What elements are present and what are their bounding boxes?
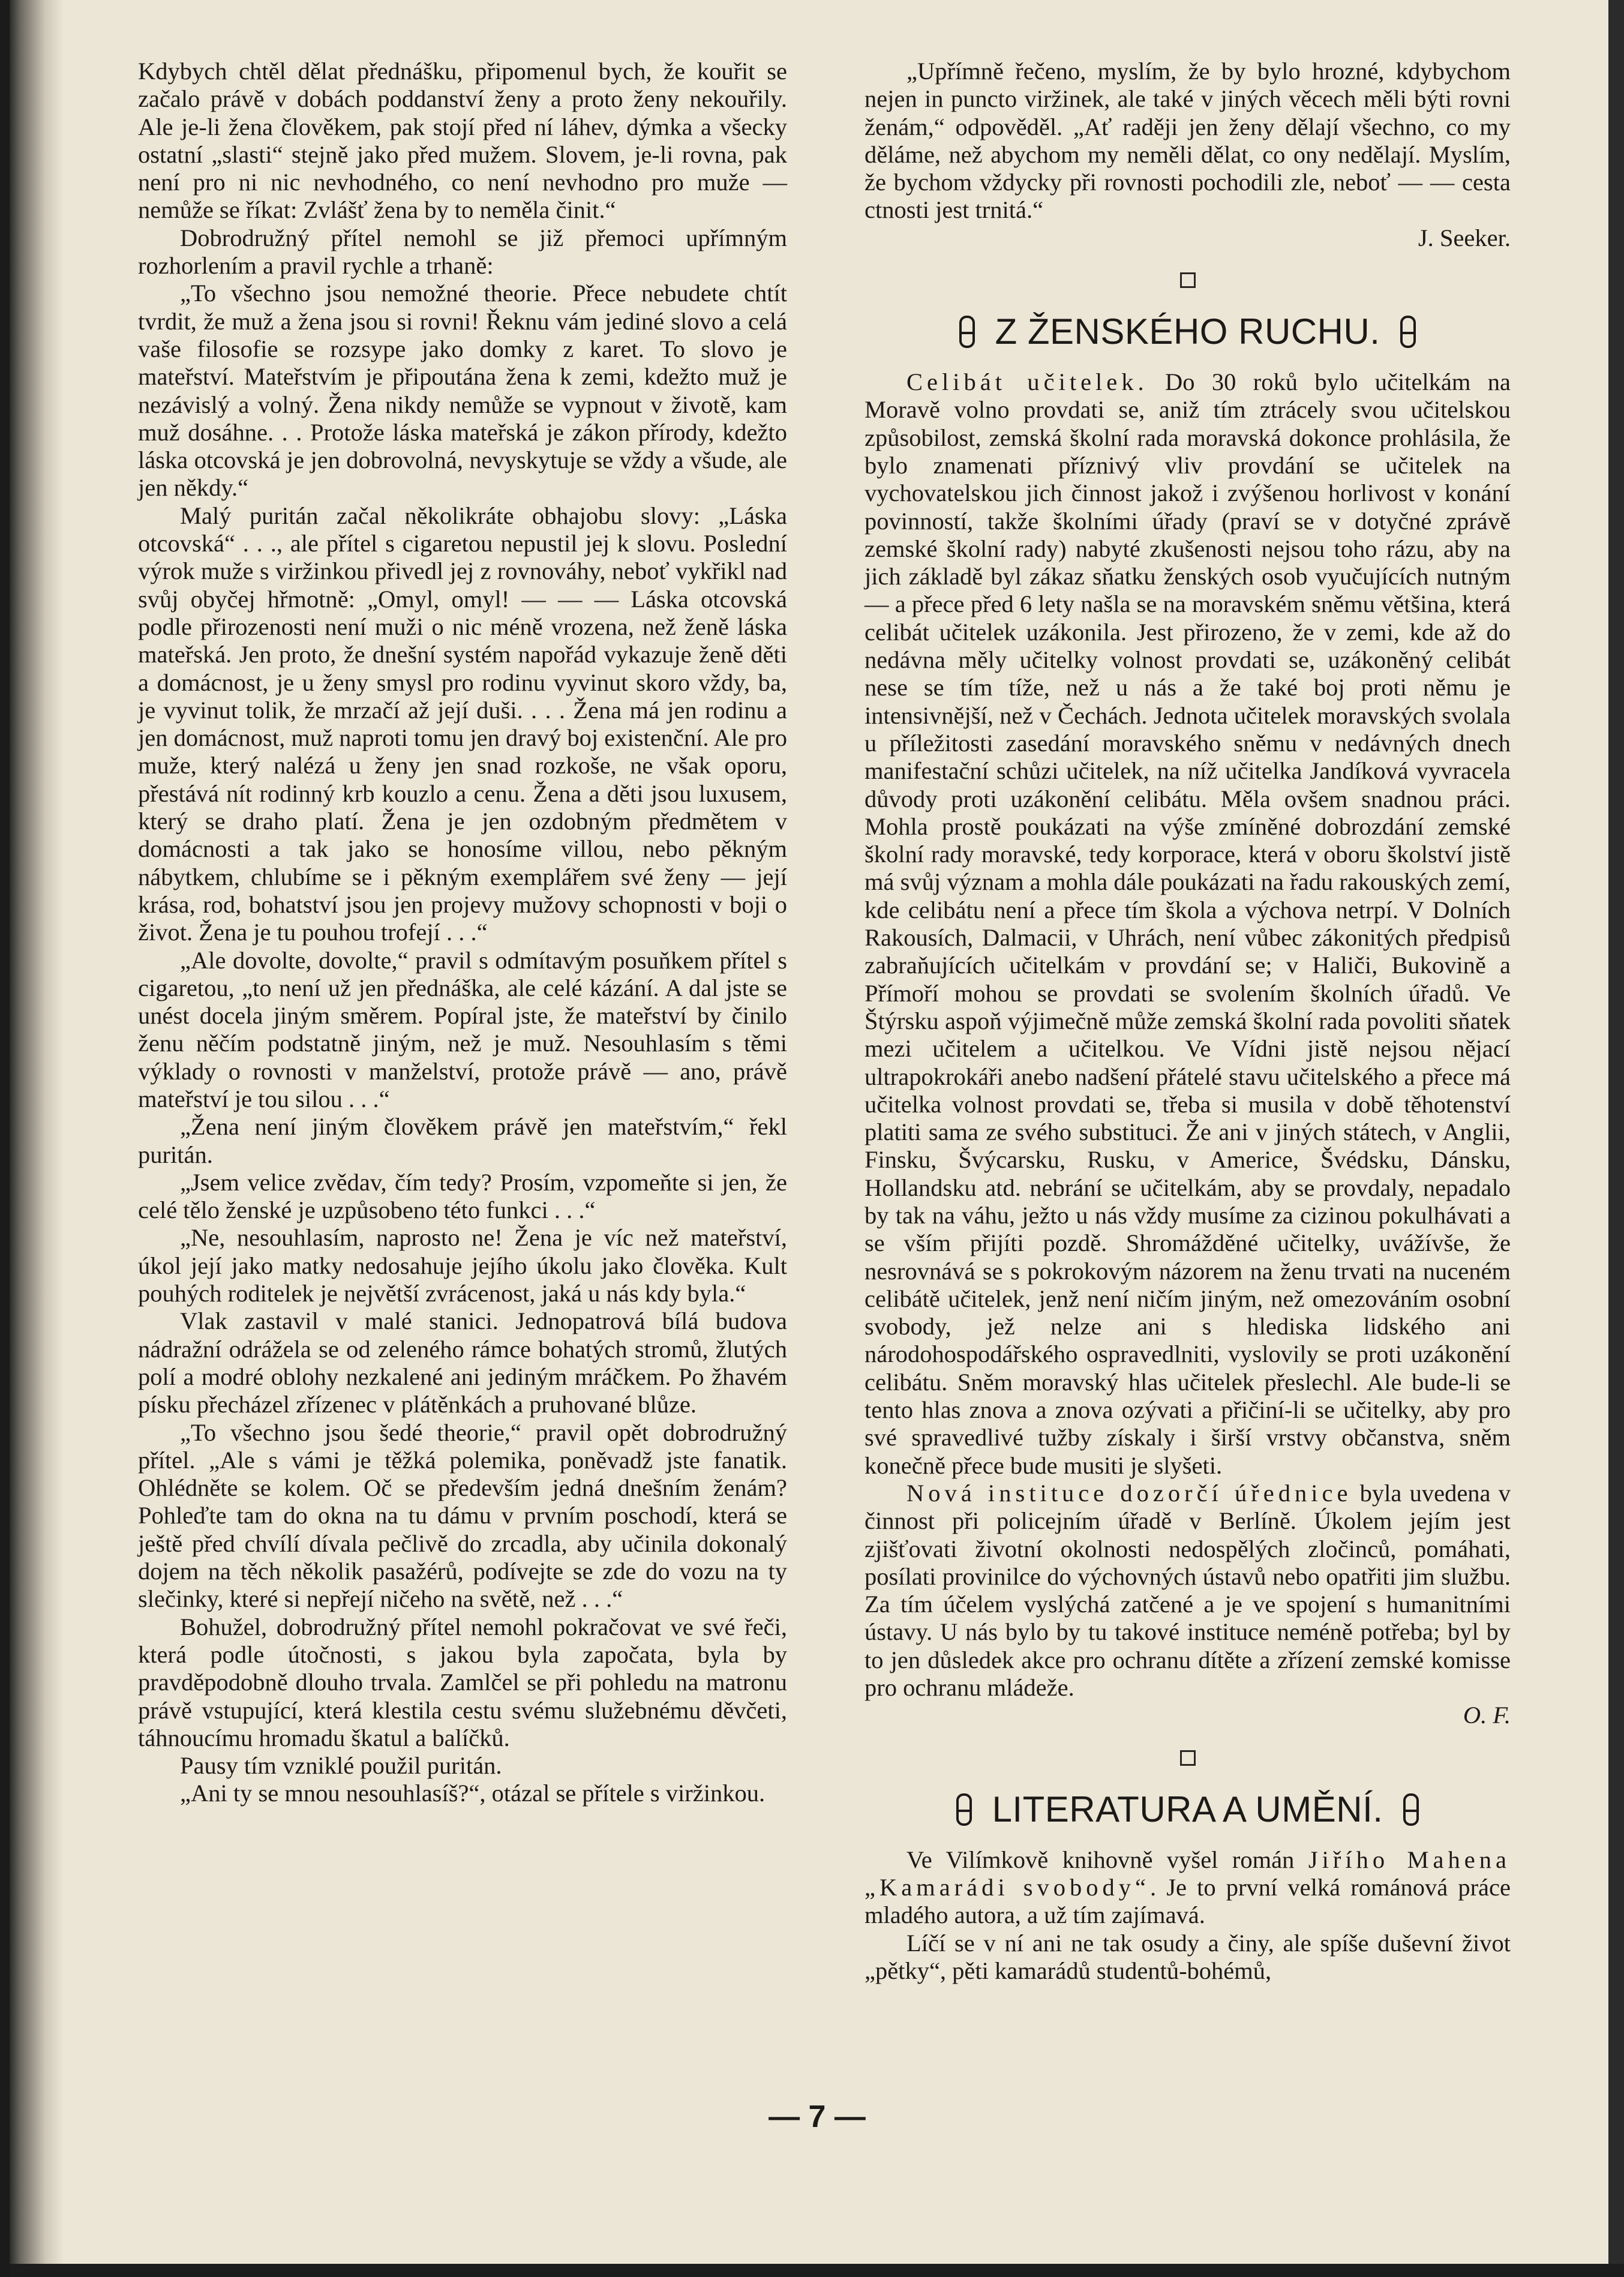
paragraph-text: Ve Vilímkově knihovně vyšel román (906, 1846, 1308, 1873)
author-signature: O. F. (1463, 1702, 1511, 1729)
paragraph-text: byla uvedena v činnost při policejním úřadě v Berlíně. Úkolem jejím jest zjišťovati životní okolnosti nedospělých zločinců, pomáhati, posílati provinilce do výchovných ústavů nebo opatřiti jim službu. Za tím účelem vyslýchá zatčené a je ve spojení s humanitními ústavy. U nás bylo by tu takové instituce neméně potřeba; byl by to jen důsledek akce pro ochranu dítěte a zřízení zemské komisse pro ochranu mládeže. (864, 1479, 1511, 1702)
paragraph: „To všechno jsou šedé theorie,“ pravil opět dobrodružný přítel. „Ale s vámi je těžká polemika, poněvadž jste fanatik. Ohlédněte se kolem. Oč se především jedná dnešním ženám? Pohleďte tam do okna na tu dámu v prvním poschodí, která se ještě před chvílí dívala pečlivě do zrcadla, aby učinila dokonalý dojem na těch několik pasažérů, podívejte se zde do vozu na ty slečinky, které si nepřejí ničeho na světě, než . . .“ (138, 1418, 787, 1613)
right-column (864, 58, 1511, 1985)
paragraph: „Ne, nesouhlasím, naprosto ne! Žena je víc než mateřství, úkol její jako matky nedosahuje jejího úkolu jako člověka. Kult pouhých roditelek je největší zvrácenost, jaká u nás kdy byla.“ (138, 1224, 787, 1307)
paragraph (864, 58, 1511, 252)
paragraph: Dobrodružný přítel nemohl se již přemoci upřímným rozhorlením a pravil rychle a trhaně: (138, 224, 787, 280)
section-separator-square (1180, 272, 1196, 288)
page-number: — 7 — (769, 2099, 866, 2134)
section-heading-literature (864, 1790, 1511, 1829)
spaced-lead: Jiřího Mahena „Kamarádi svobody“ (864, 1846, 1511, 1901)
magazine-page (10, 0, 1624, 2277)
left-column (138, 58, 787, 1808)
paragraph (864, 1846, 1511, 1930)
paragraph: Pausy tím vzniklé použil puritán. (180, 1752, 502, 1780)
ornament-icon (1400, 316, 1416, 348)
paragraph: Vlak zastavil v malé stanici. Jednopatrová bílá budova nádražní odrážela se od zeleného rámce bohatých stromů, žlutých polí a modré oblohy nezkalené ani jediným mráčkem. Po žhavém písku přecházel zřízenec v plátěnkách a pruhované blůze. (138, 1307, 787, 1418)
ornament-icon (959, 316, 975, 348)
section-title: LITERATURA A UMĚNÍ. (992, 1789, 1383, 1829)
section-title: Z ŽENSKÉHO RUCHU. (995, 311, 1380, 352)
spaced-lead: Nová instituce dozorčí úřednice (906, 1479, 1352, 1507)
paragraph: „To všechno jsou nemožné theorie. Přece nebudete chtít tvrdit, že muž a žena jsou si rovni! Řeknu vám jediné slovo a celá vaše filosofie se rozsype jako domky z karet. To slovo je mateřství. Mateřstvím je připoutána žena k zemi, kdežto muž je nezávislý a volný. Žena nikdy nemůže se vypnout v životě, kam muž dosáhne. . . Protože láska mateřská je zákon přírody, kdežto láska otcovská je jen dobrovolná, nevyskytuje se vždy a všude, ale jen někdy.“ (138, 280, 787, 502)
paragraph-text: „Upřímně řečeno, myslím, že by bylo hrozné, kdybychom nejen in puncto viržinek, ale také v jiných věcech měli býti rovni ženám,“ odpověděl. „Ať raději jen ženy dělají všechno, co my děláme, než abychom my neměli dělat, co ony nedělají. Myslím, že bychom vždycky při rovnosti pochodili zle, neboť — — cesta ctnosti jest trnitá.“ (864, 58, 1511, 224)
paragraph: Malý puritán začal několikráte obhajobu slovy: „Láska otcovská“ . . ., ale přítel s cigaretou nepustil jej k slovu. Poslední výrok muže s viržinkou přivedl jej z rovnováhy, neboť vykřikl nad svůj obyčej hřmotně: „Omyl, omyl! — — — Láska otcovská podle přirozenosti není muži o nic méně vrozena, než ženě láska mateřská. Jen proto, že dnešní systém napořád vykazuje ženě děti a domácnost, je u ženy smysl pro rodinu vyvinut skoro vždy, ba, je vyvinut tolik, že mrzačí až její duši. . . . Žena má jen rodinu a jen domácnost, muž naproti tomu jen dravý boj existenční. Ale pro muže, který nalézá u ženy jen snad rozkoše, ne však oporu, přestává nít rodinný krb kouzlo a cenu. Žena a děti jsou luxusem, který se draho platí. Žena je jen ozdobným předmětem v domácnosti a tak jako se honosíme villou, nebo pěkným nábytkem, chlubíme se i pěkným exemplářem své ženy — její krása, rod, bohatství jsou jen projevy mužovy schopnosti v boji o život. Žena je tu pouhou trofejí . . .“ (138, 502, 788, 946)
paragraph (864, 368, 1511, 1480)
ornament-icon (1403, 1793, 1419, 1826)
binding-gutter (10, 0, 64, 2277)
paragraph: „Ani ty se mnou nesouhlasíš?“, otázal se přítele s viržinkou. (180, 1780, 766, 1807)
author-signature: J. Seeker. (1418, 224, 1511, 251)
paragraph: Bohužel, dobrodružný přítel nemohl pokračovat ve své řeči, která podle útočnosti, s jakou byla započata, byla by pravděpodobně dlouho trvala. Zamlčel se při pohledu na matronu právě vstupující, která klestila cestu svému služebnému děvčeti, táhnoucímu hromadu škatul a balíčků. (138, 1613, 787, 1751)
scan-border-right (1608, 0, 1624, 2277)
paragraph: „Žena není jiným člověkem právě jen mateřstvím,“ řekl puritán. (138, 1113, 787, 1168)
section-heading-womens-movement (864, 312, 1511, 352)
paragraph-text: Do 30 roků bylo učitelkám na Moravě volno provdati se, aniž tím ztrácely svou učitelskou způsobilost, zemská školní rada moravská dokonce prohlásila, že bylo znamenati příznivý vliv provdání se učitelek na vychovatelskou jich činnost jakož i zvýšenou horlivost v konání povinností, takže školními úřady (praví se v dotyčné zprávě zemské školní rady) nabyté zkušenosti nejsou toho rázu, aby na jich základě byl zákaz sňatku ženských osob vyučujících nutným — a přece před 6 lety našla se na moravském sněmu většina, která celibát učitelek uzákonila. Jest přirozeno, že v zemi, kde až do nedávna měly učitelky volnost provdati se, uzákoněný celibát nese se tím tíže, než u nás a že také boj proti němu je intensivnější, než v Čechách. Jednota učitelek moravských svolala u příležitosti zasedání moravského sněmu v nedávných dnech manifestační schůzi učitelek, na níž učitelka Jandíková vyvracela důvody proti uzákonění celibátu. Měla ovšem snadnou práci. Mohla prostě poukázati na výše zmíněné dobrozdání zemské školní rady moravské, tedy korporace, která v oboru školství jistě má svůj význam a mohla dále poukázati na řadu rakouských zemí, kde celibátu není a přece tím škola a výchova netrpí. V Dolních Rakousích, Dalmacii, v Uhrách, není vůbec zákonitých předpisů zabraňujících učitelkám v provdání se; v Haliči, Bukovině a Přímoří mohou se provdati se svolením školních úřadů. Ve Štýrsku aspoň výjimečně může zemská školní rada povoliti sňatek mezi učitelem a učitelkou. Ve Vídni jistě nejsou nějací ultrapokrokáři anebo nadšení přátelé stavu učitelského a přece má učitelka volnost provdati se, třeba si musila v době těhotenství platiti sama ze svého substituci. Že ani v jiných státech, v Anglii, Finsku, Švýcarsku, Rusku, v Americe, Švédsku, Dánsku, Hollandsku atd. nebrání se učitelkám, aby se provdaly, nepadalo by tak na váhu, ježto u nás vždy musíme za cizinou pokulhávati a se vším přijíti pozdě. Shromážděné učitelky, uvážívše, že nesrovnává se s pokrokovým názorem na ženu trvati na nuceném celibátě učitelek, jenž není ničím jiným, než omezováním osobní svobody, jež nelze ani s hlediska lidského ani národohospodářského ospravedlniti, vyslovily se proti uzákonění celibátu. Sněm moravský hlas učitelek přeslechl. Ale bude-li se tento hlas znova a znova ozývati a přičiní-li se učitelky, aby pro své spravedlivé tužby získaly i širší vrstvy občanstva, sněm konečně přece bude musiti je slyšeti. (864, 368, 1511, 1479)
paragraph: Líčí se v ní ani ne tak osudy a činy, ale spíše duševní život „pětky“, pěti kamarádů studentů-bohémů, (864, 1929, 1511, 1984)
paragraph (864, 1480, 1511, 1730)
scan-border-bottom (10, 2264, 1624, 2277)
paragraph: „Ale dovolte, dovolte,“ pravil s odmítavým posuňkem přítel s cigaretou, „to není už jen přednáška, ale celé kázání. A dal jste se unést docela jiným směrem. Popíral jste, že mateřství by činilo ženu něčím podstatně jiným, než je muž. Nesouhlasím s těmi výklady o rovnosti v manželství, protože právě — ano, právě mateřství je tou silou . . .“ (138, 946, 787, 1112)
paragraph: Kdybych chtěl dělat přednášku, připomenul bych, že kouřit se začalo právě v dobách poddanství ženy a proto ženy nekouřily. Ale je-li žena člověkem, pak stojí před ní láhev, dýmka a všecky ostatní „slasti“ stejně jako před mužem. Slovem, je-li rovna, pak není pro ni nic nevhodného, co není nevhodno pro muže — nemůže se říkat: Zvlášť žena by to neměla činit.“ (138, 58, 787, 224)
section-separator-square (1180, 1750, 1196, 1766)
paragraph: „Jsem velice zvědav, čím tedy? Prosím, vzpomeňte si jen, že celé tělo ženské je uzpůsobeno této funkci . . .“ (138, 1168, 787, 1224)
paragraph-text: . Je to první velká románová práce mladého autora, a už tím zajímavá. (864, 1873, 1511, 1929)
spaced-lead: Celibát učitelek. (906, 368, 1148, 396)
ornament-icon (956, 1793, 972, 1826)
